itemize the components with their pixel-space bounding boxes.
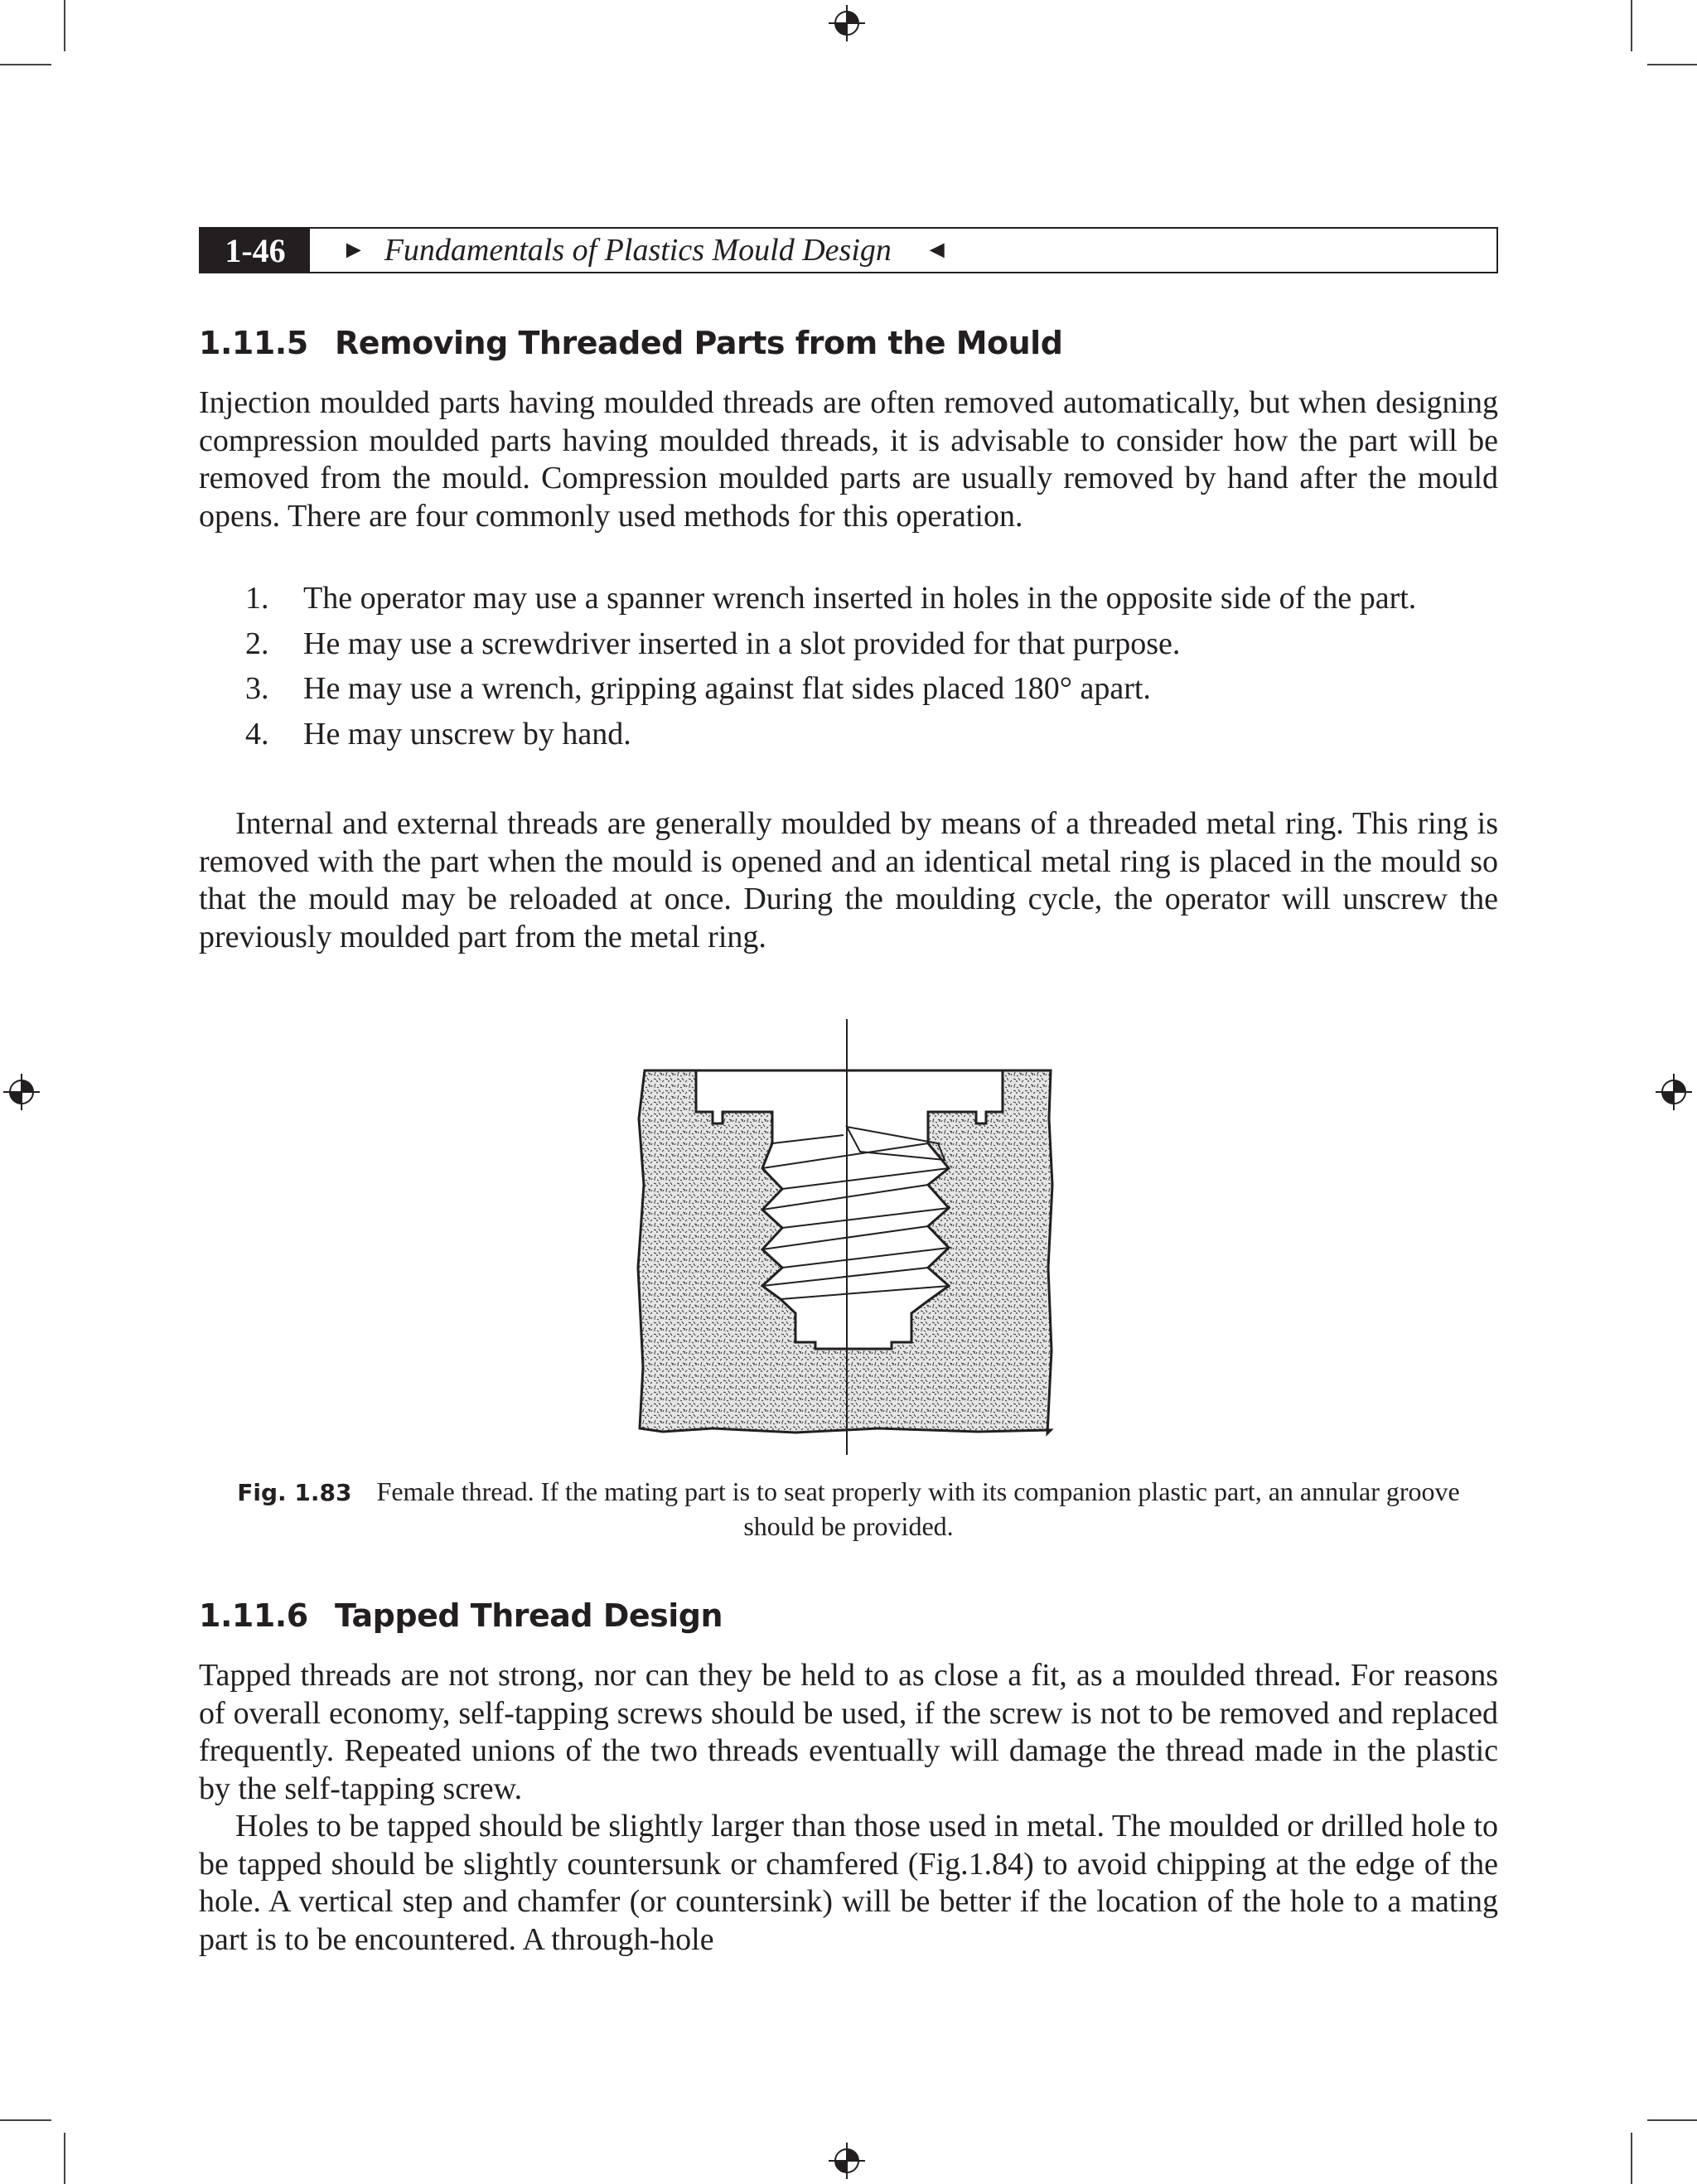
figure-caption <box>207 1475 1490 1543</box>
list-item <box>199 580 1498 618</box>
registration-mark-left <box>3 1074 40 1110</box>
registration-mark-right <box>1656 1074 1692 1110</box>
list-text: He may unscrew by hand. <box>303 716 631 751</box>
crop-mark-top-left-h <box>0 64 51 65</box>
book-title: Fundamentals of Plastics Mould Design <box>384 233 892 268</box>
crop-mark-bottom-left-h <box>0 2119 51 2121</box>
section-title: Tapped Thread Design <box>335 1597 723 1634</box>
list-item <box>199 670 1498 708</box>
arrow-right-icon: ► <box>341 236 366 263</box>
section-title: Removing Threaded Parts from the Mould <box>335 325 1063 361</box>
registration-mark-bottom <box>829 2143 865 2179</box>
crop-mark-bottom-right-v <box>1631 2133 1632 2184</box>
paragraph: Internal and external threads are generally moulded by means of a threaded metal ring. This ring is removed with the part when the mould is opened and an identical metal ring is placed in the mould so that the mould may be reloaded at once. During the moulding cycle, the operator will unscrew the previously moulded part from the metal ring. <box>199 806 1498 954</box>
paragraph: Holes to be tapped should be slightly larger than those used in metal. The moulded or drilled hole to be tapped should be slightly countersunk or chamfered (Fig.1.84) to avoid chipping at the edge of the hole. A vertical step and chamfer (or countersink) will be better if the location of the hole to a mating part is to be encountered. A through-hole <box>199 1809 1498 1957</box>
list-item <box>199 716 1498 754</box>
list-text: He may use a wrench, gripping against flat sides placed 180° apart. <box>303 671 1151 706</box>
list-item <box>199 626 1498 664</box>
crop-mark-bottom-right-h <box>1647 2119 1697 2121</box>
section-heading <box>199 325 1062 361</box>
running-header <box>199 227 1498 273</box>
list-number: 4. <box>245 716 269 751</box>
crop-mark-top-right-v <box>1631 0 1632 51</box>
list-text: He may use a screwdriver inserted in a slot provided for that purpose. <box>303 626 1181 661</box>
section-heading <box>199 1597 723 1634</box>
paragraph: Injection moulded parts having moulded threads are often removed automatically, but when designing compression moulded parts having moulded threads, it is advisable to consider how the part will be removed from the mould. Compression moulded parts are usually removed by hand after the mould opens. There are four commonly used methods for this operation. <box>199 385 1498 534</box>
methods-list <box>199 580 1498 761</box>
figure-caption-text: Female thread. If the mating part is to seat properly with its companion plastic part, an annular groove should be provided. <box>376 1476 1460 1541</box>
registration-mark-top <box>829 5 865 41</box>
section-number: 1.11.5 <box>199 325 308 361</box>
list-number: 1. <box>245 581 269 616</box>
arrow-left-icon: ◄ <box>924 236 950 263</box>
crop-mark-bottom-left-v <box>64 2133 65 2184</box>
paragraph: Tapped threads are not strong, nor can they be held to as close a fit, as a moulded thread. For reasons of overall economy, self-tapping screws should be used, if the screw is not to be removed and replaced frequently. Repeated unions of the two threads eventually will damage the thread made in the plastic by the self-tapping screw. <box>199 1658 1498 1806</box>
female-thread-figure <box>630 1019 1061 1455</box>
section-number: 1.11.6 <box>199 1597 308 1634</box>
list-number: 3. <box>245 671 269 706</box>
crop-mark-top-left-v <box>64 0 65 51</box>
figure-label: Fig. 1.83 <box>237 1479 352 1506</box>
crop-mark-top-right-h <box>1647 64 1697 65</box>
list-text: The operator may use a spanner wrench inserted in holes in the opposite side of the part. <box>303 581 1417 616</box>
page-number: 1-46 <box>201 229 310 272</box>
list-number: 2. <box>245 626 269 661</box>
